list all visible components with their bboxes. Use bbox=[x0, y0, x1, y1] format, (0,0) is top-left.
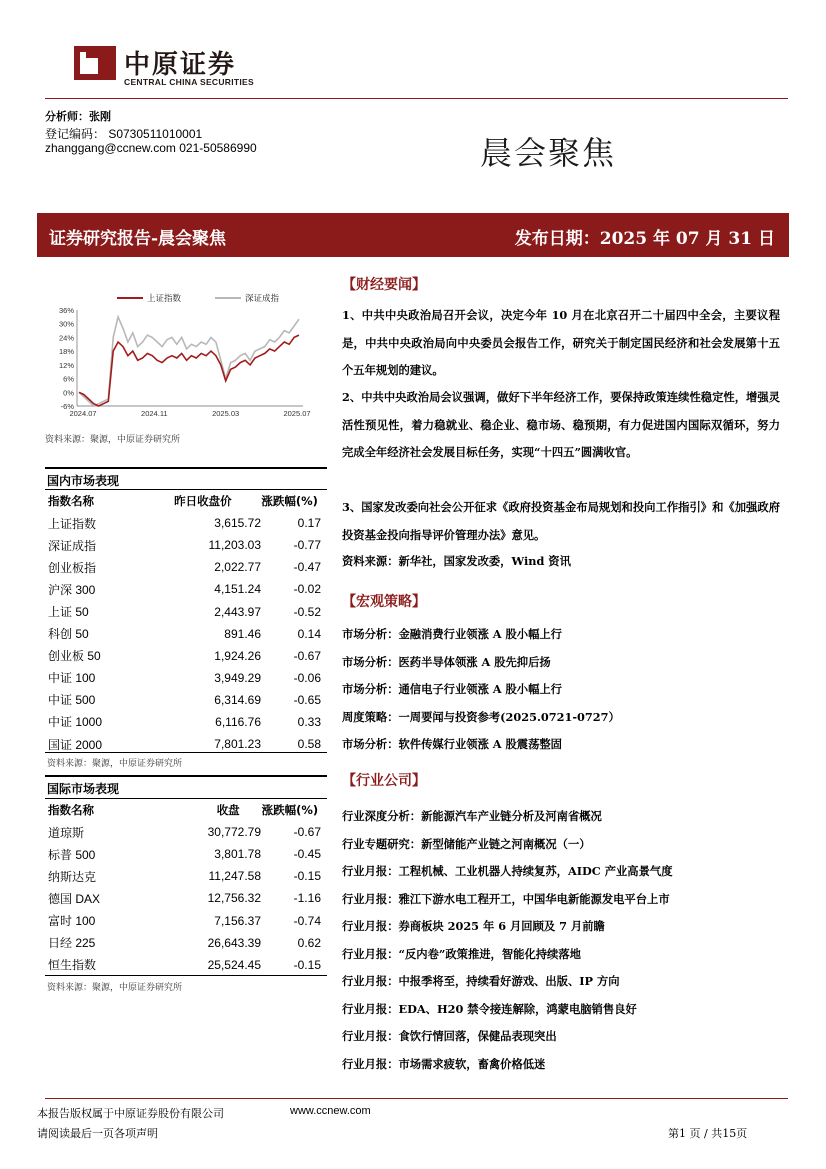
intl-bottom-rule bbox=[45, 975, 327, 976]
cell-close-value: 7,801.23 bbox=[214, 737, 261, 752]
cell-change-pct: -0.06 bbox=[293, 670, 321, 685]
table-row bbox=[46, 556, 326, 578]
cell-index-name: 中证 100 bbox=[48, 671, 96, 686]
legend-label: 上证指数 bbox=[147, 294, 182, 304]
domestic-table-title: 国内市场表现 bbox=[47, 474, 120, 488]
industry-list bbox=[342, 803, 673, 1078]
col-header-index: 指数名称 bbox=[48, 803, 94, 818]
footer-page-number: 第1 页 / 共15页 bbox=[668, 1127, 748, 1140]
company-logo-icon bbox=[72, 42, 118, 84]
macro-report-link[interactable]: 市场分析：通信电子行业领涨 A 股小幅上行 bbox=[342, 682, 562, 696]
cell-index-name: 沪深 300 bbox=[48, 582, 96, 597]
analyst-name: 分析师：张刚 bbox=[45, 110, 111, 123]
cell-change-pct: -0.67 bbox=[293, 825, 321, 840]
international-market-table bbox=[46, 799, 326, 976]
y-tick-label: 30% bbox=[58, 319, 74, 329]
table-row bbox=[46, 932, 326, 954]
industry-report-link[interactable]: 行业专题研究：新型储能产业链之河南概况（一） bbox=[342, 836, 591, 851]
cell-index-name: 标普 500 bbox=[48, 847, 96, 862]
domestic-market-table bbox=[46, 490, 326, 755]
domestic-bottom-rule bbox=[45, 752, 327, 753]
cell-change-pct: 0.17 bbox=[297, 516, 321, 531]
intl-table-title: 国际市场表现 bbox=[47, 782, 120, 796]
cell-index-name: 日经 225 bbox=[48, 936, 96, 951]
table-row bbox=[46, 578, 326, 600]
cell-index-name: 科创 50 bbox=[48, 627, 89, 642]
macro-report-link[interactable]: 市场分析：软件传媒行业领涨 A 股震荡整固 bbox=[342, 737, 562, 751]
cell-close-value: 26,643.39 bbox=[207, 935, 261, 950]
cell-change-pct: 0.62 bbox=[297, 935, 321, 950]
cell-close-value: 2,022.77 bbox=[214, 560, 261, 575]
legend-label: 深证成指 bbox=[245, 294, 280, 304]
cell-index-name: 中证 500 bbox=[48, 693, 96, 708]
cell-index-name: 上证指数 bbox=[48, 516, 97, 531]
y-tick-label: 12% bbox=[58, 360, 74, 370]
banner-report-type: 证券研究报告-晨会聚焦 bbox=[49, 229, 227, 249]
cell-index-name: 德国 DAX bbox=[48, 891, 101, 906]
cell-close-value: 3,801.78 bbox=[214, 847, 261, 862]
banner-publish-date: 发布日期：2025 年 07 月 31 日 bbox=[514, 229, 775, 249]
table-row bbox=[46, 909, 326, 931]
y-tick-label: -6% bbox=[60, 402, 74, 411]
cell-index-name: 恒生指数 bbox=[48, 958, 97, 973]
cell-close-value: 1,924.26 bbox=[214, 648, 261, 663]
cell-change-pct: -0.15 bbox=[293, 957, 321, 972]
section-industry: 【行业公司】 bbox=[342, 773, 426, 789]
table-row bbox=[46, 689, 326, 711]
table-row bbox=[46, 623, 326, 645]
col-header-index: 指数名称 bbox=[48, 494, 94, 509]
industry-report-link[interactable]: 行业月报：券商板块 2025 年 6 月回顾及 7 月前瞻 bbox=[342, 919, 605, 933]
table-row bbox=[46, 534, 326, 556]
col-header-change: 涨跌幅(%) bbox=[261, 494, 318, 509]
cell-change-pct: -0.45 bbox=[293, 847, 321, 862]
cell-index-name: 纳斯达克 bbox=[48, 869, 97, 884]
footer-divider bbox=[45, 1098, 788, 1099]
cell-close-value: 4,151.24 bbox=[214, 582, 261, 597]
cell-index-name: 国证 2000 bbox=[48, 737, 103, 752]
table-row bbox=[46, 954, 326, 976]
cell-change-pct: 0.58 bbox=[297, 737, 321, 752]
cell-close-value: 3,949.29 bbox=[214, 670, 261, 685]
macro-list bbox=[342, 621, 620, 759]
macro-report-link[interactable]: 周度策略：一周要闻与投资参考(2025.0721-0727） bbox=[342, 709, 620, 724]
cell-close-value: 11,203.03 bbox=[208, 538, 261, 553]
cell-change-pct: -1.16 bbox=[293, 891, 321, 906]
table-row bbox=[46, 600, 326, 622]
industry-report-link[interactable]: 行业月报：EDA、H20 禁令接连解除，鸿蒙电脑销售良好 bbox=[342, 1001, 637, 1016]
y-tick-label: 18% bbox=[58, 347, 74, 357]
cell-close-value: 891.46 bbox=[224, 626, 261, 641]
cell-index-name: 创业板指 bbox=[48, 560, 97, 575]
intl-source: 资料来源：聚源，中原证券研究所 bbox=[47, 983, 183, 993]
section-macro-strategy: 【宏观策略】 bbox=[342, 594, 426, 610]
cell-index-name: 深证成指 bbox=[48, 538, 97, 553]
domestic-top-rule bbox=[45, 467, 327, 469]
cell-change-pct: -0.65 bbox=[293, 692, 321, 707]
cell-close-value: 25,524.45 bbox=[207, 957, 261, 972]
cell-change-pct: -0.02 bbox=[293, 582, 321, 597]
cell-index-name: 创业板 50 bbox=[48, 649, 101, 664]
footer-disclaimer: 请阅读最后一页各项声明 bbox=[37, 1127, 158, 1140]
chart-source: 资料来源：聚源，中原证券研究所 bbox=[45, 435, 181, 445]
x-tick-label: 2025.07 bbox=[283, 409, 311, 418]
news-item-2: 2、中共中央政治局会议强调，做好下半年经济工作，要保持政策连续性稳定性，增强灵活性预见性，着力稳就业、稳企业、稳市场、稳预期，有力促进国内国际双循环，努力完成全年经济社会发展目标任务，实现“十四五”圆满收官。 bbox=[342, 390, 780, 459]
table-row bbox=[46, 512, 326, 534]
cell-change-pct: -0.74 bbox=[293, 913, 321, 928]
news-source: 资料来源：新华社，国家发改委，Wind 资讯 bbox=[342, 554, 571, 568]
industry-report-link[interactable]: 行业深度分析：新能源汽车产业链分析及河南省概况 bbox=[342, 809, 602, 823]
cell-change-pct: 0.14 bbox=[297, 626, 321, 641]
industry-report-link[interactable]: 行业月报：食饮行情回落，保健品表现突出 bbox=[342, 1029, 557, 1043]
x-tick-label: 2024.11 bbox=[141, 409, 168, 418]
x-tick-label: 2025.03 bbox=[212, 409, 240, 418]
y-tick-label: 0% bbox=[63, 388, 74, 398]
news-item-3: 3、国家发改委向社会公开征求《政府投资基金布局规划和投向工作指引》和《加强政府投资基金投向指导评价管理办法》意见。 bbox=[342, 500, 780, 542]
table-header-row bbox=[46, 799, 326, 821]
table-header-row bbox=[46, 490, 326, 512]
table-row bbox=[46, 645, 326, 667]
cell-close-value: 3,615.72 bbox=[214, 516, 261, 531]
analyst-registration: 登记编码： S0730511010001 bbox=[45, 127, 203, 141]
cell-close-value: 30,772.79 bbox=[207, 825, 261, 840]
table-row bbox=[46, 711, 326, 733]
header-divider bbox=[45, 98, 788, 99]
cell-change-pct: -0.52 bbox=[293, 604, 321, 619]
cell-close-value: 6,314.69 bbox=[214, 692, 261, 707]
company-name-en: CENTRAL CHINA SECURITIES bbox=[124, 77, 254, 87]
y-tick-label: 36% bbox=[58, 306, 74, 315]
section-finance-news: 【财经要闻】 bbox=[342, 277, 426, 293]
company-name-cn: 中原证券 bbox=[124, 50, 237, 80]
footer-website: www.ccnew.com bbox=[290, 1105, 371, 1117]
x-tick-label: 2024.07 bbox=[69, 409, 97, 418]
cell-index-name: 富时 100 bbox=[48, 914, 96, 929]
col-header-close: 收盘 bbox=[216, 803, 240, 818]
table-row bbox=[46, 865, 326, 887]
cell-change-pct: 0.33 bbox=[297, 714, 321, 729]
table-row bbox=[46, 887, 326, 909]
cell-change-pct: -0.47 bbox=[293, 560, 321, 575]
col-header-change: 涨跌幅(%) bbox=[261, 803, 319, 818]
cell-index-name: 道琼斯 bbox=[48, 825, 85, 840]
domestic-source: 资料来源：聚源，中原证券研究所 bbox=[47, 759, 183, 769]
report-title: 晨会聚焦 bbox=[480, 134, 617, 172]
y-tick-label: 6% bbox=[63, 374, 74, 384]
cell-change-pct: -0.77 bbox=[293, 538, 321, 553]
industry-report-link[interactable]: 行业月报：雅江下游水电工程开工，中国华电新能源发电平台上市 bbox=[342, 891, 670, 906]
cell-change-pct: -0.67 bbox=[293, 648, 321, 663]
industry-report-link[interactable]: 行业月报：市场需求疲软，畜禽价格低迷 bbox=[342, 1056, 546, 1071]
cell-close-value: 11,247.58 bbox=[208, 869, 261, 884]
industry-report-link[interactable]: 行业月报：中报季将至，持续看好游戏、出版、IP 方向 bbox=[342, 974, 620, 988]
cell-index-name: 上证 50 bbox=[48, 605, 89, 620]
analyst-contact: zhanggang@ccnew.com 021-50586990 bbox=[45, 141, 257, 155]
report-banner bbox=[37, 213, 789, 257]
col-header-close: 昨日收盘价 bbox=[174, 494, 232, 509]
industry-report-link[interactable]: 行业月报：“反内卷”政策推进，智能化持续落地 bbox=[342, 946, 581, 961]
market-index-chart bbox=[45, 290, 320, 428]
y-tick-label: 24% bbox=[58, 333, 74, 343]
macro-report-link[interactable]: 市场分析：医药半导体领涨 A 股先抑后扬 bbox=[342, 654, 551, 669]
news-item-1: 1、中共中央政治局召开会议，决定今年 10 月在北京召开二十届四中全会，主要议程是，中共中央政治局向中央委员会报告工作，研究关于制定国民经济和社会发展第十五个五年规划的建议。 bbox=[342, 308, 780, 377]
cell-close-value: 12,756.32 bbox=[207, 891, 261, 906]
cell-close-value: 2,443.97 bbox=[214, 604, 261, 619]
table-row bbox=[46, 843, 326, 865]
cell-change-pct: -0.15 bbox=[293, 869, 321, 884]
intl-top-rule bbox=[45, 775, 327, 777]
footer-copyright: 本报告版权属于中原证券股份有限公司 bbox=[37, 1107, 224, 1120]
macro-report-link[interactable]: 市场分析：金融消费行业领涨 A 股小幅上行 bbox=[342, 627, 562, 641]
cell-close-value: 7,156.37 bbox=[214, 913, 261, 928]
industry-report-link[interactable]: 行业月报：工程机械、工业机器人持续复苏，AIDC 产业高景气度 bbox=[342, 864, 673, 878]
cell-index-name: 中证 1000 bbox=[48, 715, 103, 730]
table-row bbox=[46, 667, 326, 689]
cell-close-value: 6,116.76 bbox=[215, 714, 261, 729]
table-row bbox=[46, 821, 326, 843]
